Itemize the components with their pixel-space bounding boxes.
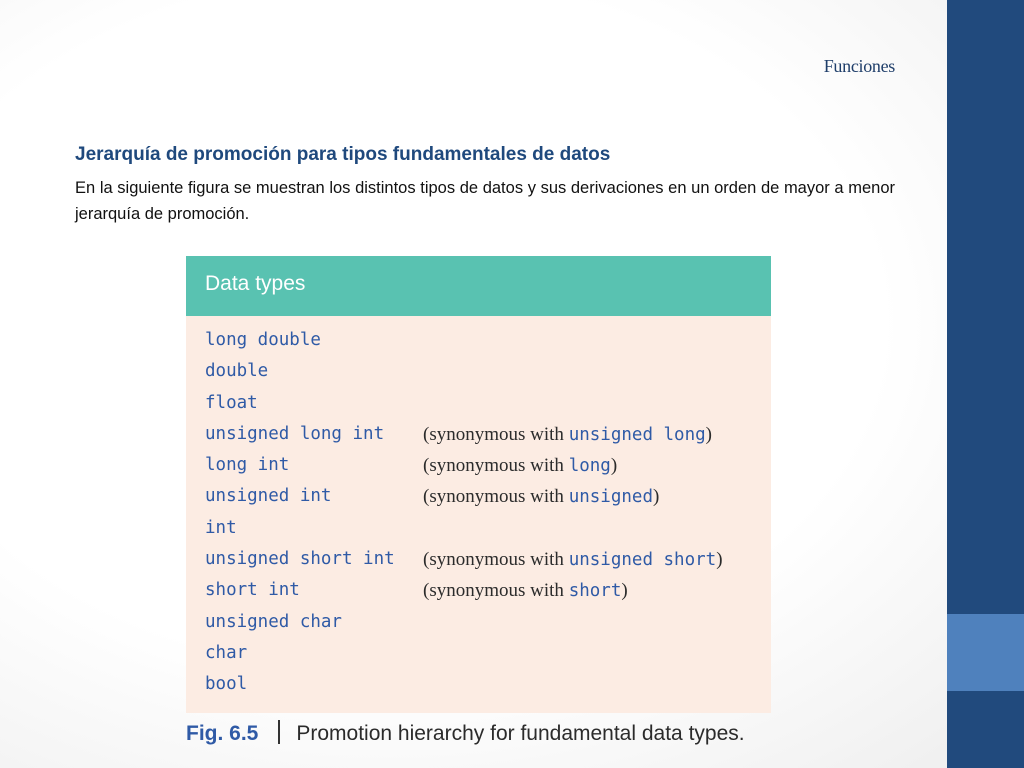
synonym-code: unsigned [568, 487, 653, 508]
synonym-prefix: (synonymous with [423, 423, 569, 445]
type-name: bool [205, 674, 248, 695]
synonym-prefix: (synonymous with [423, 486, 569, 508]
synonym-note [423, 450, 617, 482]
table-row [186, 481, 771, 512]
figure-caption-text: Promotion hierarchy for fundamental data types. [296, 722, 745, 745]
type-name: unsigned short int [205, 549, 395, 570]
synonym-prefix: (synonymous with [423, 549, 569, 571]
type-name: char [205, 642, 248, 663]
synonym-prefix: (synonymous with [423, 455, 569, 477]
synonym-prefix: (synonymous with [423, 580, 569, 602]
synonym-note [423, 481, 659, 513]
synonym-note [423, 575, 628, 607]
table-row [186, 513, 771, 544]
type-name: unsigned long int [205, 423, 385, 444]
table-body [186, 316, 771, 701]
table-row [186, 638, 771, 669]
synonym-suffix: ) [621, 580, 628, 602]
table-row [186, 388, 771, 419]
synonym-note [423, 419, 712, 451]
synonym-note [423, 544, 723, 576]
table-row [186, 325, 771, 356]
caption-separator [278, 720, 280, 744]
type-name: int [205, 517, 237, 538]
data-types-figure [186, 256, 771, 713]
type-name: short int [205, 580, 300, 601]
type-name: long double [205, 330, 321, 350]
slide-sidebar-accent [947, 614, 1024, 691]
synonym-suffix: ) [705, 423, 712, 445]
section-paragraph: En la siguiente figura se muestran los distintos tipos de datos y sus derivaciones en un orden de mayor a menor jerarquía de promoción. [75, 179, 895, 223]
figure-label: Fig. 6.5 [186, 722, 259, 745]
type-name: float [205, 392, 258, 413]
table-row [186, 575, 771, 606]
slide-header: Funciones [823, 56, 895, 76]
synonym-code: unsigned short [568, 550, 717, 571]
table-row [186, 669, 771, 700]
type-name: unsigned int [205, 486, 332, 507]
table-row [186, 607, 771, 638]
synonym-code: short [568, 581, 622, 602]
synonym-code: unsigned long [568, 424, 706, 445]
table-row [186, 450, 771, 481]
type-name: long int [205, 455, 290, 476]
type-name: unsigned char [205, 611, 342, 632]
table-header: Data types [186, 256, 771, 316]
synonym-code: long [568, 456, 611, 477]
type-name: double [205, 361, 269, 382]
table-row [186, 544, 771, 575]
synonym-suffix: ) [610, 455, 618, 477]
figure-caption [186, 720, 786, 746]
section-title: Jerarquía de promoción para tipos fundamentales de datos [75, 144, 611, 165]
synonym-suffix: ) [716, 549, 723, 571]
table-row [186, 356, 771, 387]
table-row [186, 419, 771, 450]
synonym-suffix: ) [652, 486, 660, 508]
